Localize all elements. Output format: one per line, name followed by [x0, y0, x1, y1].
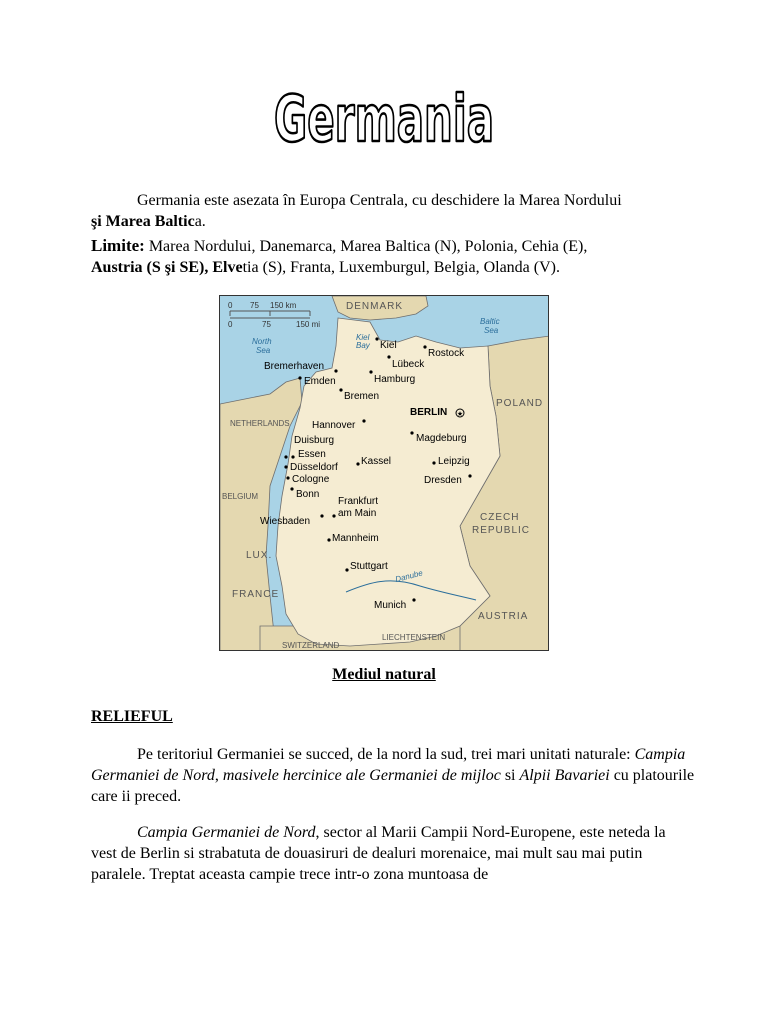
dot-kiel [375, 337, 378, 340]
dot-rostock [423, 345, 426, 348]
relief-paragraph-1 [91, 744, 701, 807]
dot-bremen [339, 388, 342, 391]
dot-bonn [290, 487, 293, 490]
dot-magdeburg [410, 431, 413, 434]
label-denmark: DENMARK [346, 301, 404, 312]
scale-mi-75: 75 [262, 320, 271, 329]
p1-text-2: , [214, 767, 223, 784]
germany-map [219, 295, 549, 651]
dot-dresden [468, 474, 471, 477]
label-munich: Munich [374, 600, 407, 611]
dot-wiesbaden [320, 514, 323, 517]
label-leipzig: Leipzig [438, 456, 470, 467]
scale-km-150: 150 km [270, 301, 297, 310]
scale-km-0: 0 [228, 301, 233, 310]
p2-italic-1: Campia Germaniei de Nord [137, 824, 316, 841]
svg-text:★: ★ [456, 411, 464, 418]
dot-kassel [356, 462, 359, 465]
p1-italic-2: masivele hercinice ale Germaniei de mijloc [222, 767, 501, 784]
dot-dusseldorf [284, 465, 287, 468]
label-berlin: BERLIN [410, 407, 448, 418]
dot-hamburg [369, 370, 372, 373]
scale-km-75: 75 [250, 301, 259, 310]
label-hannover: Hannover [312, 420, 356, 431]
label-north-sea-2: Sea [256, 346, 271, 355]
intro-bold-seas: şi Marea Baltic [91, 213, 195, 230]
label-dusseldorf: Düsseldorf [290, 462, 338, 473]
label-duisburg: Duisburg [294, 435, 335, 446]
dot-mannheim [327, 538, 330, 541]
label-czech-1: CZECH [480, 512, 520, 523]
dot-lubeck [387, 355, 390, 358]
germany-map-svg [220, 296, 549, 651]
dot-emden [334, 369, 337, 372]
label-bremerhaven: Bremerhaven [264, 361, 325, 372]
label-north-sea-1: North [252, 337, 272, 346]
dot-duisburg [284, 455, 287, 458]
label-kiel-bay-1: Kiel [356, 333, 370, 342]
label-stuttgart: Stuttgart [350, 561, 388, 572]
limite-label: Limite: [91, 236, 145, 255]
label-mannheim: Mannheim [332, 533, 379, 544]
label-lubeck: Lübeck [392, 359, 425, 370]
label-liechtenstein: LIECHTENSTEIN [382, 633, 446, 642]
p1-text-3: si [500, 767, 520, 784]
label-dresden: Dresden [424, 475, 462, 486]
label-emden: Emden [304, 376, 336, 387]
dot-munich [412, 598, 415, 601]
dot-bremerhaven [298, 376, 301, 379]
label-belgium: BELGIUM [222, 492, 259, 501]
page-title: Germania [274, 83, 494, 154]
label-kiel: Kiel [380, 340, 397, 351]
label-poland: POLAND [496, 398, 544, 409]
label-danube: Danube [394, 568, 424, 584]
dot-leipzig [432, 461, 435, 464]
relief-heading: RELIEFUL [91, 708, 173, 725]
dot-essen [291, 455, 294, 458]
scale-mi-150: 150 mi [296, 320, 321, 329]
berlin-capital-icon [456, 409, 464, 418]
label-cologne: Cologne [292, 474, 330, 485]
dot-cologne [286, 476, 289, 479]
label-frankfurt-2: am Main [338, 508, 377, 519]
label-hamburg: Hamburg [374, 374, 416, 385]
label-magdeburg: Magdeburg [416, 433, 467, 444]
dot-hannover [362, 419, 365, 422]
label-kiel-bay-2: Bay [356, 341, 370, 350]
limite-bold-austria: Austria (S şi SE), Elve [91, 259, 243, 276]
label-netherlands: NETHERLANDS [230, 419, 290, 428]
label-bremen: Bremen [344, 391, 380, 402]
label-rostock: Rostock [428, 348, 465, 359]
page-title-block [0, 78, 768, 154]
p2-text-1: , sector al Marii Campii Nord-Europene, este neteda la vest de Berlin si strabatuta de douasiruri de dealuri morenaice, mai mult sau mai putin paralele. Treptat aceasta campie trece intr-o zona muntoasa de [91, 824, 666, 883]
intro-line-2-rest: a. [194, 213, 206, 230]
label-baltic-sea-2: Sea [484, 326, 499, 335]
label-czech-2: REPUBLIC [472, 525, 531, 536]
limite-line-2-rest: tia (S), Franta, Luxemburgul, Belgia, Olanda (V). [242, 259, 560, 276]
limite-paragraph [91, 235, 691, 278]
limite-line-1: Marea Nordului, Danemarca, Marea Baltica (N), Polonia, Cehia (E), [144, 238, 588, 255]
label-frankfurt-1: Frankfurt [338, 496, 379, 507]
label-wiesbaden: Wiesbaden [260, 516, 311, 527]
dot-stuttgart [345, 568, 348, 571]
label-bonn: Bonn [296, 489, 320, 500]
label-essen: Essen [298, 449, 326, 460]
scale-mi-0: 0 [228, 320, 233, 329]
page-title-art [0, 78, 768, 154]
label-lux: LUX. [246, 550, 273, 561]
intro-paragraph [91, 190, 691, 232]
relief-paragraph-2 [91, 822, 681, 885]
p1-text-1: Pe teritoriul Germaniei se succed, de la nord la sud, trei mari unitati naturale: [137, 746, 635, 763]
p1-text-4: cu platourile care ii preced. [91, 767, 695, 805]
section-title: Mediul natural [332, 666, 436, 683]
label-baltic-sea-1: Baltic [480, 317, 500, 326]
label-switzerland: SWITZERLAND [282, 641, 340, 650]
p1-italic-1: Campia Germaniei de Nord [91, 746, 686, 784]
label-austria: AUSTRIA [478, 611, 529, 622]
dot-frankfurt [332, 514, 335, 517]
p1-italic-3: Alpii Bavariei [519, 767, 610, 784]
label-france: FRANCE [232, 589, 280, 600]
label-kassel: Kassel [361, 456, 392, 467]
intro-line-1: Germania este asezata în Europa Centrala, cu deschidere la Marea Nordului [137, 192, 622, 209]
